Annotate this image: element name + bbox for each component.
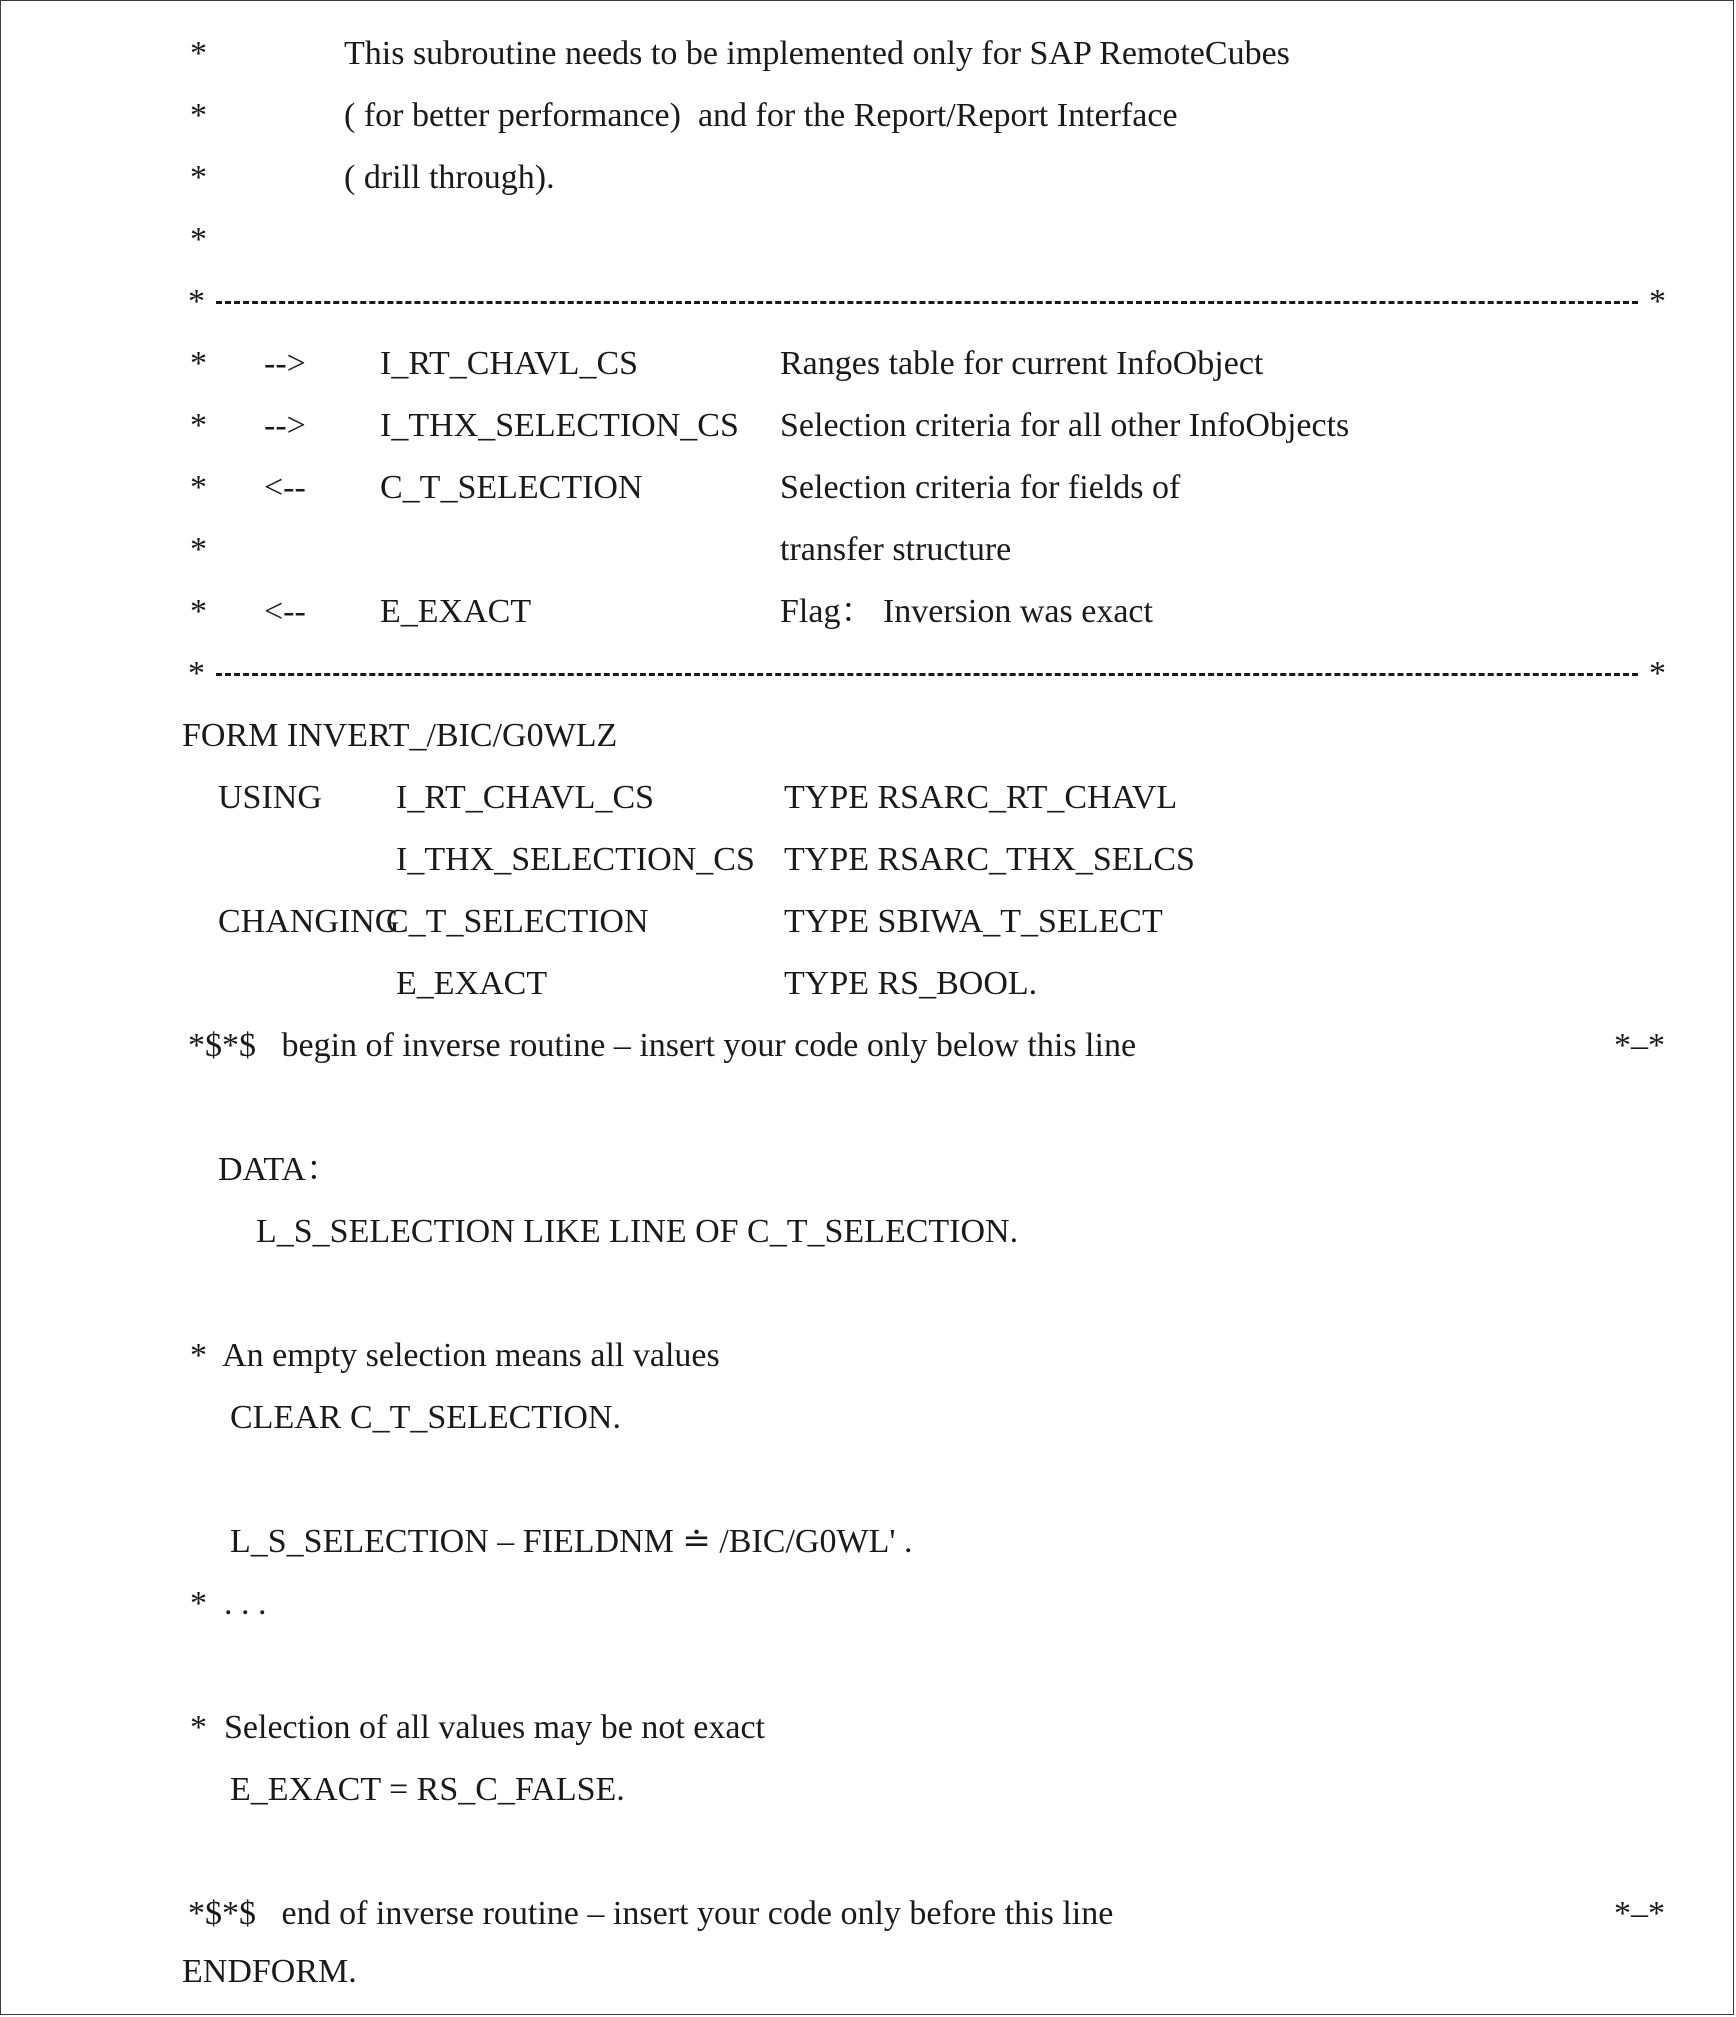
param-star: * [190, 345, 207, 382]
form-param-type: TYPE RS_BOOL. [784, 965, 1038, 1002]
data-keyword: DATA： [218, 1151, 340, 1188]
param-direction: <-- [264, 593, 306, 630]
param-direction: <-- [264, 469, 306, 506]
param-direction: --> [264, 407, 306, 444]
form-param-name: I_RT_CHAVL_CS [396, 779, 655, 816]
param-star: * [190, 469, 207, 506]
separator-dashes [216, 673, 1638, 676]
form-param-name: I_THX_SELECTION_CS [396, 841, 755, 878]
comment-star: * [190, 97, 207, 134]
form-param-type: TYPE RSARC_RT_CHAVL [784, 779, 1178, 816]
code-comment: * . . . [190, 1585, 267, 1622]
code-statement: L_S_SELECTION – FIELDNM ≐ /BIC/G0WL' . [230, 1523, 913, 1560]
param-star: * [190, 593, 207, 630]
comment-line-3: ( drill through). [344, 159, 555, 196]
param-name: C_T_SELECTION [380, 469, 643, 506]
using-keyword: USING [218, 779, 322, 816]
param-name: E_EXACT [380, 593, 532, 630]
form-param-name: C_T_SELECTION [386, 903, 649, 940]
param-description: Ranges table for current InfoObject [780, 345, 1264, 382]
separator-rule [188, 282, 1666, 322]
param-name: I_THX_SELECTION_CS [380, 407, 739, 444]
endform-statement: ENDFORM. [182, 1953, 357, 1990]
comment-star: * [190, 221, 207, 258]
comment-line-2: ( for better performance) and for the Report/Report Interface [344, 97, 1178, 134]
param-star: * [190, 531, 207, 568]
separator-star-right: * [1649, 655, 1666, 692]
changing-keyword: CHANGING [218, 903, 400, 940]
code-comment: * An empty selection means all values [190, 1337, 720, 1374]
param-star: * [190, 407, 207, 444]
separator-star-left: * [188, 655, 205, 692]
code-statement: CLEAR C_T_SELECTION. [230, 1399, 621, 1436]
separator-dashes [216, 301, 1638, 304]
form-param-type: TYPE RSARC_THX_SELCS [784, 841, 1195, 878]
separator-star-right: * [1649, 283, 1666, 320]
comment-line-1: This subroutine needs to be implemented only for SAP RemoteCubes [344, 35, 1290, 72]
comment-star: * [190, 35, 207, 72]
param-direction: --> [264, 345, 306, 382]
comment-star: * [190, 159, 207, 196]
begin-marker: *$*$ begin of inverse routine – insert your code only below this line [188, 1027, 1137, 1064]
code-statement: E_EXACT = RS_C_FALSE. [230, 1771, 625, 1808]
end-marker: *$*$ end of inverse routine – insert your code only before this line [188, 1895, 1114, 1932]
end-marker-end: *–* [1614, 1895, 1665, 1932]
param-description: Selection criteria for fields of [780, 469, 1181, 506]
begin-marker-end: *–* [1614, 1027, 1665, 1064]
separator-rule [188, 654, 1666, 694]
data-declaration: L_S_SELECTION LIKE LINE OF C_T_SELECTION. [256, 1213, 1019, 1250]
form-header: FORM INVERT_/BIC/G0WLZ [182, 717, 618, 754]
form-param-type: TYPE SBIWA_T_SELECT [784, 903, 1163, 940]
param-description: transfer structure [780, 531, 1012, 568]
code-comment: * Selection of all values may be not exact [190, 1709, 765, 1746]
param-name: I_RT_CHAVL_CS [380, 345, 639, 382]
param-description: Flag： Inversion was exact [780, 593, 1153, 630]
separator-star-left: * [188, 283, 205, 320]
form-param-name: E_EXACT [396, 965, 548, 1002]
param-description: Selection criteria for all other InfoObjects [780, 407, 1350, 444]
